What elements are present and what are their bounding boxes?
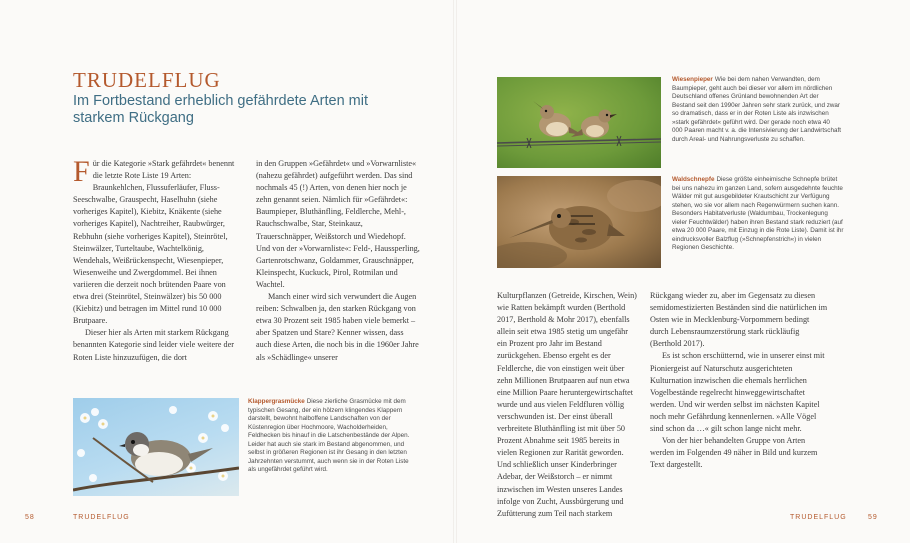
book-gutter (453, 0, 457, 543)
waldschnepfe-illustration (497, 176, 661, 268)
wiesenpieper-photo (497, 77, 661, 168)
caption-title: Wiesenpieper (672, 76, 713, 83)
wiesenpieper-illustration (497, 77, 661, 168)
waldschnepfe-photo (497, 176, 661, 268)
paragraph: Von der hier behandelten Gruppe von Arten werden im Folgenden 49 näher in Bild und kurzem Text dargestellt. (650, 436, 818, 470)
running-head-right: TRUDELFLUG (790, 514, 847, 521)
text-column-4 (650, 290, 828, 471)
chapter-subtitle: Im Fortbestand erheblich gefährdete Arten mit starkem Rückgang (73, 93, 368, 126)
paragraph: in den Gruppen »Gefährdet« und »Vorwarnliste« (nahezu gefährdet) aufgeführt werden. Das sind nochmals 45 (!) Arten, von denen hier noch je zehn genannt seien. Nämlich für »Gefährdet«: Baumpieper, Bluthänfling, Feldlerche, Mehl-, Rauchschwalbe, Star, Steinkauz, Trauerschnäpper, Weißstorch und Wiedehopf. Und von der »Vorwarnliste«: Feld-, Haussperling, Gartenrotschwanz, Goldammer, Grauschnäpper, Kleinspecht, Kuckuck, Pirol, Rotmilan und Wachtel. (256, 159, 420, 289)
caption-title: Klappergrasmücke (248, 398, 305, 405)
page-number-right: 59 (868, 514, 878, 521)
klappergrasmuecke-photo (73, 398, 239, 496)
page-number-left: 58 (25, 514, 35, 521)
paragraph: Dieser hier als Arten mit starkem Rückgang benannten Kategorie sind leider viele weitere der Roten Liste hinzuzufügen, die dort (73, 328, 234, 362)
paragraph: Es ist schon erschütternd, wie in unserer einst mit Pioniergeist auf Naturschutz ausgerichteten Kulturnation inzwischen die ehemals herrlichen Vogelbestände regelrecht hinweggewirtschaftet werden. Und wir werden selbst im nächsten Kapitel noch mehr Gefährdung kennenlernen. »Alle Vögel sind schon da …« gilt schon lange nicht mehr. (650, 351, 825, 434)
caption-title: Waldschnepfe (672, 176, 715, 183)
chapter-title: TRUDELFLUG (73, 68, 221, 92)
klappergrasmuecke-caption (248, 398, 418, 475)
klappergrasmuecke-illustration (73, 398, 239, 496)
text-column-2 (256, 158, 421, 364)
caption-text: Diese größte einheimische Schnepfe brütet bei uns nahezu im ganzen Land, sofern ausgedehnte feuchte Wälder mit gut ausgebildeter Krautschicht zur Verfügung stehen, wo sie vor allem nach Regenwürmern suchen kann. Besonders Habitatverluste (Waldumbau, Trockenlegung vieler Feuchtwälder) haben ihren Bestand stark reduziert (auf etwa 20 000 Paare, mit Einzug in die Rote Liste). Damit ist ihr eindrucksvoller Balzflug (»Schnepfenstrich«) in vielen Regionen Geschichte. (672, 176, 844, 251)
running-head-left: TRUDELFLUG (73, 514, 130, 521)
text-column-1 (73, 155, 243, 364)
paragraph: Rückgang wieder zu, aber im Gegensatz zu diesen semidomestizierten Beständen sind die natürlichen im Osten wie in Mecklenburg-Vorpommern bedingt durch Lebensraumzerstörung stark rückläufig (Berthold 2017). (650, 291, 828, 349)
caption-text: Wie bei dem nahen Verwandten, dem Baumpieper, geht auch bei dieser vor allem im nördlichen Deutschland offenes Grünland bewohnenden Art der Bestand seit den 1990er Jahren sehr stark zurück, und zwar so dramatisch, dass er in der Roten Liste als inzwischen »stark gefährdet« geführt wird. Der gerade noch etwa 40 000 Paaren macht v. a. die Intensivierung der Landwirtschaft durch Areal- und Nahrungsverluste zu schaffen. (672, 76, 841, 143)
waldschnepfe-caption (672, 176, 844, 253)
text-column-3 (497, 290, 637, 520)
paragraph: Kulturpflanzen (Getreide, Kirschen, Wein) wie Ratten bekämpft wurden (Berthold 2017, Berthold & Mohr 2017), ebenfalls allein seit etwa 1985 stetig um ungefähr ein Prozent pro Jahr im Bestand zurückgehen. Ebenso ergeht es der Feldlerche, die von einstigen weit über zehn Millionen Brutpaaren auf nun etwa eine Million Paare heruntergewirtschaftet wurde und aus vielen Feldfluren völlig verschwunden ist. Der einst überall verbreitete Bluthänfling ist mit über 50 Prozent Abnahme seit 1985 bereits in vielen Regionen zur Rarität geworden. Und schließlich unser Kinderbringer Adebar, der Weißstorch – er nimmt inzwischen im Westen unseres Landes infolge von Zucht, Aussbürgerung und Zufütterung zum Teil nach starkem (497, 291, 637, 518)
paragraph-text: ür die Kategorie »Stark gefährdet« benennt die letzte Rote Liste 19 Arten: Braunkehlchen, Flussuferläufer, Fluss-Seeschwalbe, Grauspecht, Haselhuhn (siehe vorheriges Kapitel), Kiebitz, Knäkente (siehe vorheriges Kapitel), Nachtreiher, Raubwürger, Rebhuhn (siehe vorheriges Kapitel), Steinrötel, Steinwälzer, Turteltaube, Wachtelkönig, Wendehals, Weißrückenspecht, Wiesenpieper, Wiesenweihe und Zwergdommel. Bei ihnen variieren die derzeit noch brütenden Paare von etwa drei (Steinrötel, Steinwälzer) bis 50 000 (Kiebitz) und betragen im Mittel rund 10 000 Brutpaare. (73, 159, 235, 326)
paragraph: Manch einer wird sich verwundert die Augen reiben: Schwalben ja, den starken Rückgang von etwa 30 Prozent seit 1985 haben viele bemerkt – aber Spatzen und Stare? Kenner wissen, dass auch diese Arten, die noch bis in die 1960er Jahre als »Schädlinge« unserer (256, 292, 419, 362)
caption-text: Diese zierliche Grasmücke mit dem typischen Gesang, der ein hölzern klingendes Klappern darstellt, bewohnt halboffene Landschaften von der Küstenregion über Hochmoore, Wacholderheiden, Feldhecken bis hinauf in die Latschenbestände der Alpen. Leider hat auch sie stark im Bestand abgenommen, und selbst in größeren Regionen ist ihr Gesang in den letzten Jahrzehnten verstummt, auch wenn sie in der Roten Liste als ungefährdet geführt wird. (248, 398, 410, 473)
wiesenpieper-caption (672, 76, 842, 144)
paragraph (73, 155, 243, 327)
drop-cap: F (73, 155, 90, 188)
